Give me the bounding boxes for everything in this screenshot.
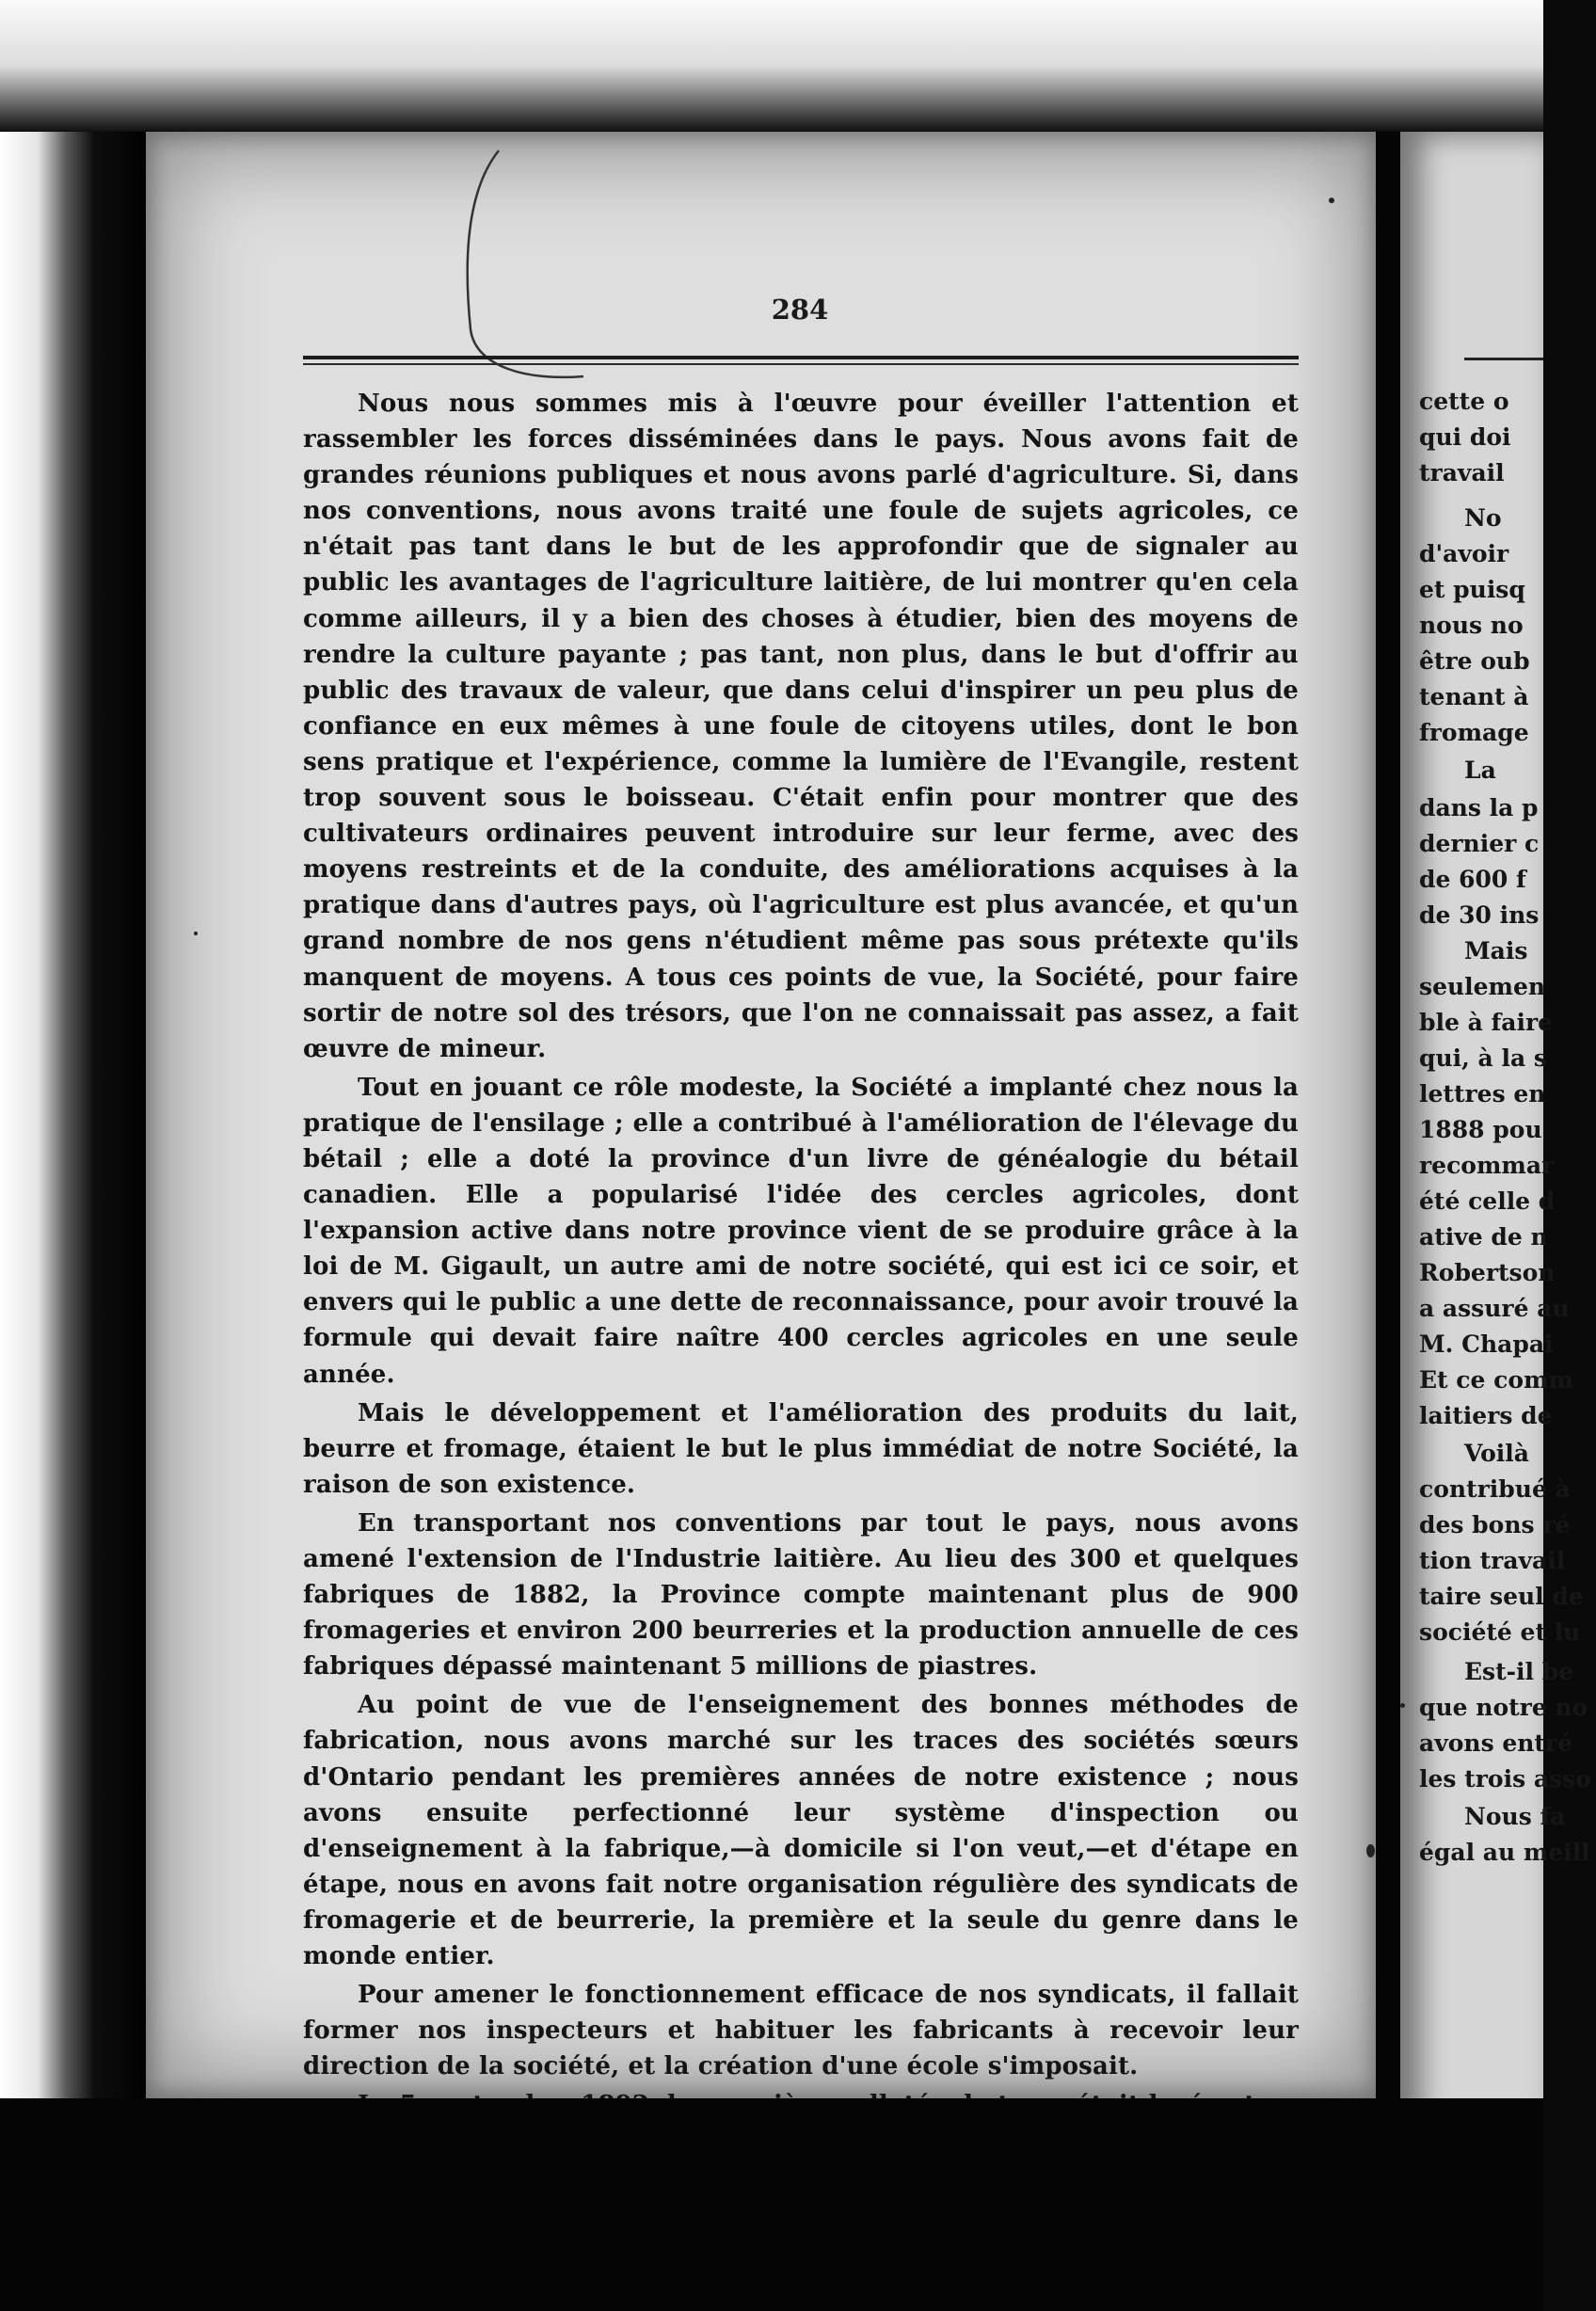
- right-page-line: tenant à: [1419, 683, 1529, 710]
- right-page-line: tion travail: [1419, 1547, 1566, 1574]
- paragraph: En transportant nos conventions par tout le pays, nous avons amené l'extension de l'Industrie laitière. Au lieu des 300 et quelques fabriques de 1882, la Province compte maintenant plus de 900 fromageries et environ 200 beurreries et la production annuelle de ces fabriques dépassé maintenant 5 millions de piastres.: [303, 1508, 1299, 1681]
- right-page-line: No: [1464, 504, 1502, 532]
- right-page-line: M. Chapai: [1419, 1331, 1554, 1358]
- page-number: 284: [771, 294, 829, 326]
- right-page-line: cette o: [1419, 388, 1509, 415]
- pencil-mark: [442, 141, 593, 386]
- body-text: [303, 386, 1299, 2272]
- right-page-line: recommar: [1419, 1152, 1555, 1179]
- right-page-line: de 30 ins: [1419, 901, 1540, 929]
- right-page-line: été celle d: [1419, 1187, 1556, 1215]
- right-page-line: a assuré au: [1419, 1295, 1570, 1322]
- paragraph: Au point de vue de l'enseignement des bonnes méthodes de fabrication, nous avons marché sur les traces des sociétés sœurs d'Ontario pendant les premières années de notre existence ; nous avons ensuite perfectionné leur système d'inspection ou d'enseignement à la fabrique,—à domicile si l'on veut,—et d'étape en étape, nous en avons fait notre organisation régulière des syndicats de fromagerie et de beurrerie, la première et la seule du genre dans le monde entier.: [303, 1691, 1299, 1971]
- header-rule-thick: [303, 356, 1299, 359]
- right-page-line: qui, à la s: [1419, 1044, 1547, 1072]
- right-page-line: d'avoir: [1419, 540, 1509, 567]
- scan-speck: [194, 932, 198, 935]
- right-page-line: fromage: [1419, 719, 1529, 746]
- right-page-line: lettres en: [1419, 1080, 1546, 1108]
- right-page-line: Voilà: [1464, 1440, 1529, 1467]
- scan-top-edge: [0, 0, 1543, 132]
- scan-bottom-edge: [0, 2098, 1543, 2311]
- right-page-line: ative de n: [1419, 1223, 1548, 1251]
- right-page-line: avons entré: [1419, 1729, 1573, 1757]
- right-page-line: 1888 pou: [1419, 1116, 1542, 1143]
- book-gutter: [1376, 132, 1402, 2202]
- right-page-line: ble à faire: [1419, 1009, 1554, 1036]
- header-rule-thin: [303, 363, 1299, 365]
- right-page-line: travail: [1419, 459, 1505, 486]
- right-page-line: être oub: [1419, 647, 1530, 675]
- right-page-line: Est-il be: [1464, 1658, 1574, 1685]
- right-page-line: qui doi: [1419, 423, 1511, 451]
- scan-speck: [1366, 1844, 1375, 1857]
- paragraph: Tout en jouant ce rôle modeste, la Société a implanté chez nous la pratique de l'ensilage ; elle a contribué à l'amélioration de l'élevage du bétail ; elle a doté la province d'un livre de généalogie du bétail canadien. Elle a popularisé l'idée des cercles agricoles, dont l'expansion active dans notre province vient de se produire grâce à la loi de M. Gigault, un autre ami de notre société, qui est ici ce soir, et envers qui le public a une dette de reconnaissance, pour avoir trouvé la formule qui devait faire naître 400 cercles agricoles en une seule année.: [303, 1073, 1299, 1389]
- right-page-line: Nous fa: [1464, 1803, 1566, 1830]
- right-page-line: de 600 f: [1419, 866, 1526, 893]
- right-page-line: seulemen: [1419, 973, 1546, 1000]
- right-page-line: Robertson: [1419, 1259, 1556, 1286]
- scan-speck: [1329, 198, 1334, 203]
- right-page-line: que notre no: [1419, 1694, 1588, 1721]
- scan-speck: [1400, 1703, 1405, 1708]
- right-page-line: égal au meill: [1419, 1839, 1590, 1866]
- paragraph: Pour amener le fonctionnement efficace de nos syndicats, il fallait former nos inspecteurs et habituer les fabricants à recevoir leur direction de la société, et la création d'une école s'imposait.: [303, 1981, 1299, 2081]
- right-page-header-rule: [1464, 358, 1543, 360]
- right-page-line: nous no: [1419, 612, 1524, 639]
- right-page-line: les trois asso: [1419, 1765, 1591, 1793]
- right-page-line: contribué à: [1419, 1475, 1571, 1503]
- right-page-line: La: [1464, 757, 1496, 784]
- right-page-line: dernier c: [1419, 830, 1540, 857]
- paragraph: Nous nous sommes mis à l'œuvre pour éveiller l'attention et rassembler les forces disséminées dans le pays. Nous avons fait de grandes réunions publiques et nous avons parlé d'agriculture. Si, dans nos conventions, nous avons traité une foule de sujets agricoles, ce n'était pas tant dans le but de les approfondir que de signaler au public les avantages de l'agriculture laitière, de lui montrer qu'en cela comme ailleurs, il y a bien des choses à étudier, bien des moyens de rendre la culture payante ; pas tant, non plus, dans le but d'offrir au public des travaux de valeur, que dans celui d'inspirer un peu plus de confiance en eux mêmes à une foule de citoyens utiles, dont le bon sens pratique et l'expérience, comme la lumière de l'Evangile, restent trop souvent sous le boisseau. C'était enfin pour montrer que des cultivateurs ordinaires peuvent introduire sur leur ferme, avec des moyens restreints et de la conduite, des améliorations acquises à la pratique dans d'autres pays, où l'agriculture est plus avancée, et qu'un grand nombre de nos gens n'étudient même pas sous prétexte qu'ils manquent de moyens. A tous ces points de vue, la Société, pour faire sortir de notre sol des trésors, que l'on ne connaissait pas assez, a fait œuvre de mineur.: [303, 390, 1299, 1063]
- scan-left-margin: [0, 0, 151, 2311]
- right-page-line: dans la p: [1419, 794, 1539, 821]
- right-page-line: des bons ré: [1419, 1511, 1571, 1538]
- right-page-line: laitiers de: [1419, 1402, 1553, 1429]
- right-page-line: taire seul de: [1419, 1583, 1584, 1610]
- right-page-line: Et ce comm: [1419, 1366, 1573, 1394]
- paragraph: Mais le développement et l'amélioration des produits du lait, beurre et fromage, étaient le but le plus immédiat de notre Société, la raison de son existence.: [303, 1398, 1299, 1499]
- right-page-line: et puisq: [1419, 576, 1525, 603]
- right-page-line: société et lu: [1419, 1618, 1581, 1646]
- right-page-line: Mais: [1464, 937, 1528, 964]
